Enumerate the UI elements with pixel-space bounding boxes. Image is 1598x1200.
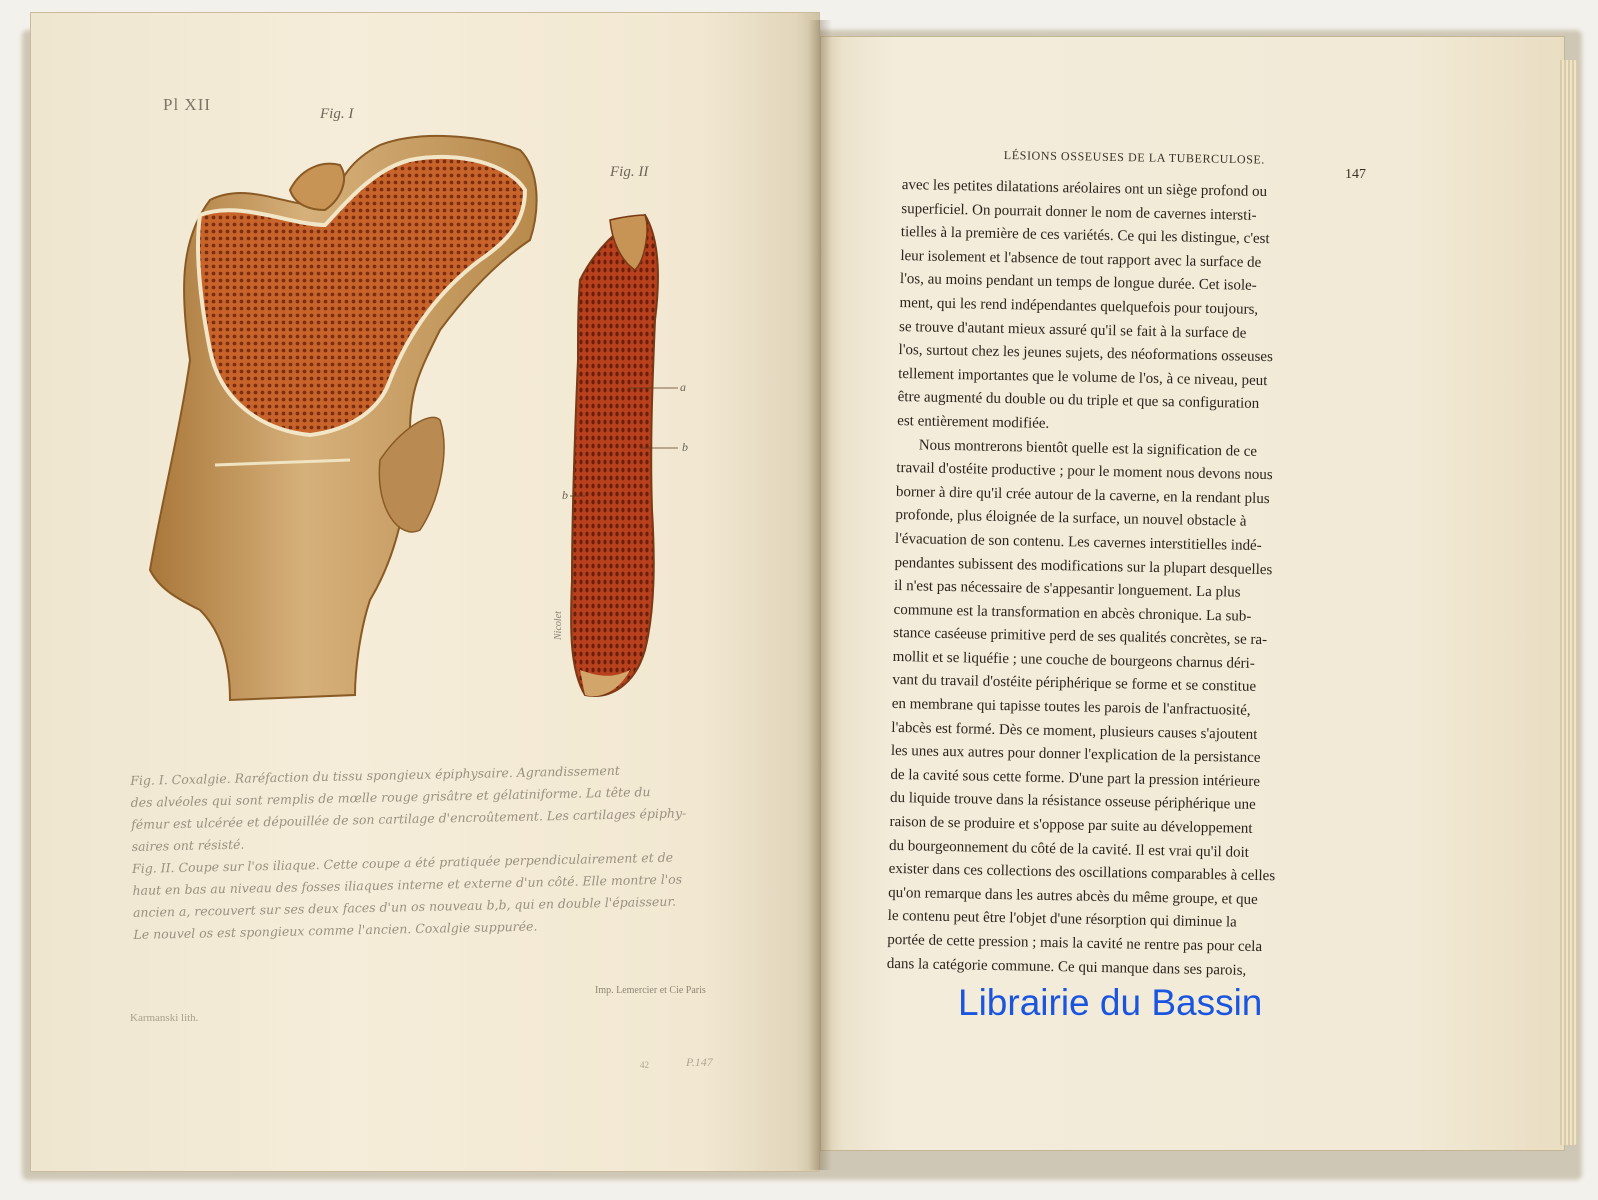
caption-line: des alvéoles qui sont remplis de mœlle rouge grisâtre et gélatiniforme. La tête du xyxy=(130,784,651,810)
text-line: raison de se produire et s'oppose par suite au développement xyxy=(889,813,1253,837)
text-line: travail d'ostéite productive ; pour le moment nous devons nous xyxy=(896,460,1273,484)
text-line: l'abcès est formé. Dès ce moment, plusieurs causes s'ajoutent xyxy=(891,719,1258,743)
page-ref-small: 42 xyxy=(640,1060,649,1070)
running-head: LÉSIONS OSSEUSES DE LA TUBERCULOSE. xyxy=(1003,148,1266,167)
caption-line: Fig. II. Coupe sur l'os iliaque. Cette coupe a été pratiquée perpendiculairement et de xyxy=(131,849,674,876)
caption-line: saires ont résisté. xyxy=(131,836,245,854)
fig2-iliac-drawing xyxy=(570,215,678,696)
text-line: se trouve d'autant mieux assuré qu'il se fait à la surface de xyxy=(898,318,1247,342)
text-line: Nous montrerons bientôt quelle est la signification de ce xyxy=(918,436,1258,460)
text-line: leur isolement et l'absence de tout rapport avec la surface de xyxy=(900,247,1262,271)
text-line: tielles à la première de ces variétés. Ce qui les distingue, c'est xyxy=(900,224,1270,248)
caption-line: Fig. I. Coxalgie. Raréfaction du tissu spongieux épiphysaire. Agrandissement xyxy=(130,762,621,788)
caption-line: fémur est ulcérée et dépouillée de son cartilage d'encroûtement. Les cartilages épiphy- xyxy=(130,805,687,832)
page-block-edge xyxy=(1560,60,1578,1145)
plate-number: Pl XII xyxy=(163,95,212,114)
text-line: du bourgeonnement du côté de la cavité. Il est vrai qu'il doit xyxy=(888,837,1250,861)
body-text xyxy=(887,174,1362,985)
text-line: pendantes subissent des modifications sur la plupart desquelles xyxy=(894,554,1273,578)
text-line: l'os, au moins pendant un temps de longue durée. Cet isole- xyxy=(899,271,1257,295)
text-line: le contenu peut être l'objet d'une résorption qui diminue la xyxy=(887,908,1237,931)
text-line: les unes aux autres pour donner l'explication de la persistance xyxy=(890,743,1261,767)
text-line: être augmenté du double ou du triple et que sa configuration xyxy=(897,389,1260,413)
text-line: il n'est pas nécessaire de s'appesantir longuement. La plus xyxy=(893,578,1241,601)
text-line: de la cavité sous cette forme. D'une part la pression intérieure xyxy=(890,766,1261,790)
text-line: vant du travail d'ostéite périphérique se forme et se constitue xyxy=(892,672,1257,696)
anatomical-illustration xyxy=(140,130,720,730)
artist-signature: Nicolet xyxy=(553,611,564,640)
book-gutter xyxy=(808,20,832,1170)
lithographer-credit: Karmanski lith. xyxy=(130,1012,199,1024)
text-line: l'évacuation de son contenu. Les cavernes interstitielles indé- xyxy=(894,530,1262,554)
text-line: mollit et se liquéfie ; une couche de bourgeons charnus déri- xyxy=(892,648,1255,672)
caption-line: haut en bas au niveau des fosses iliaques interne et externe d'un côté. Elle montre l'os xyxy=(132,871,683,898)
marker-a: a xyxy=(680,380,686,394)
text-line: en membrane qui tapisse toutes les parois de l'anfractuosité, xyxy=(891,695,1251,719)
fig1-femur-drawing xyxy=(150,136,537,700)
text-line: qu'on remarque dans les autres abcès du même groupe, et que xyxy=(888,884,1258,908)
text-line: superficiel. On pourrait donner le nom de cavernes intersti- xyxy=(901,200,1257,224)
text-line: exister dans ces collections des oscillations comparables à celles xyxy=(888,861,1276,885)
caption-line: Le nouvel os est spongieux comme l'ancien. Coxalgie suppurée. xyxy=(133,918,538,942)
text-line: portée de cette pression ; mais la cavité ne rentre pas pour cela xyxy=(887,931,1263,956)
text-line: du liquide trouve dans la résistance osseuse périphérique une xyxy=(889,790,1256,814)
text-line: avec les petites dilatations aréolaires ont un siège profond ou xyxy=(901,176,1268,201)
text-line: borner à dire qu'il crée autour de la caverne, en la rendant plus xyxy=(895,483,1270,507)
text-line: dans la catégorie commune. Ce qui manque dans ses parois, xyxy=(886,955,1247,979)
text-line: est entièrement modifiée. xyxy=(897,412,1050,432)
marker-b-left: b xyxy=(562,488,568,502)
watermark: Librairie du Bassin xyxy=(958,982,1263,1023)
text-line: profonde, plus éloignée de la surface, un nouvel obstacle à xyxy=(895,507,1247,530)
plate-caption xyxy=(130,758,724,946)
text-line: ment, qui les rend indépendantes quelquefois pour toujours, xyxy=(899,294,1259,318)
marker-b-right: b xyxy=(682,440,688,454)
text-line: commune est la transformation en abcès chronique. La sub- xyxy=(893,601,1252,625)
caption-line: ancien a, recouvert sur ses deux faces d'un os nouveau b,b, qui en double l'épaisseur. xyxy=(132,893,677,920)
printer-credit: Imp. Lemercier et Cie Paris xyxy=(595,985,706,996)
page-number: 147 xyxy=(1345,167,1366,182)
text-line: tellement importantes que le volume de l'os, à ce niveau, peut xyxy=(898,365,1268,389)
page-reference: P.147 xyxy=(686,1055,713,1069)
text-line: stance caséeuse primitive perd de ses qualités concrètes, se ra- xyxy=(893,625,1268,649)
fig2-label: Fig. II xyxy=(610,164,649,180)
fig1-label: Fig. I xyxy=(320,106,354,122)
text-line: l'os, surtout chez les jeunes sujets, des néoformations osseuses xyxy=(898,342,1274,366)
